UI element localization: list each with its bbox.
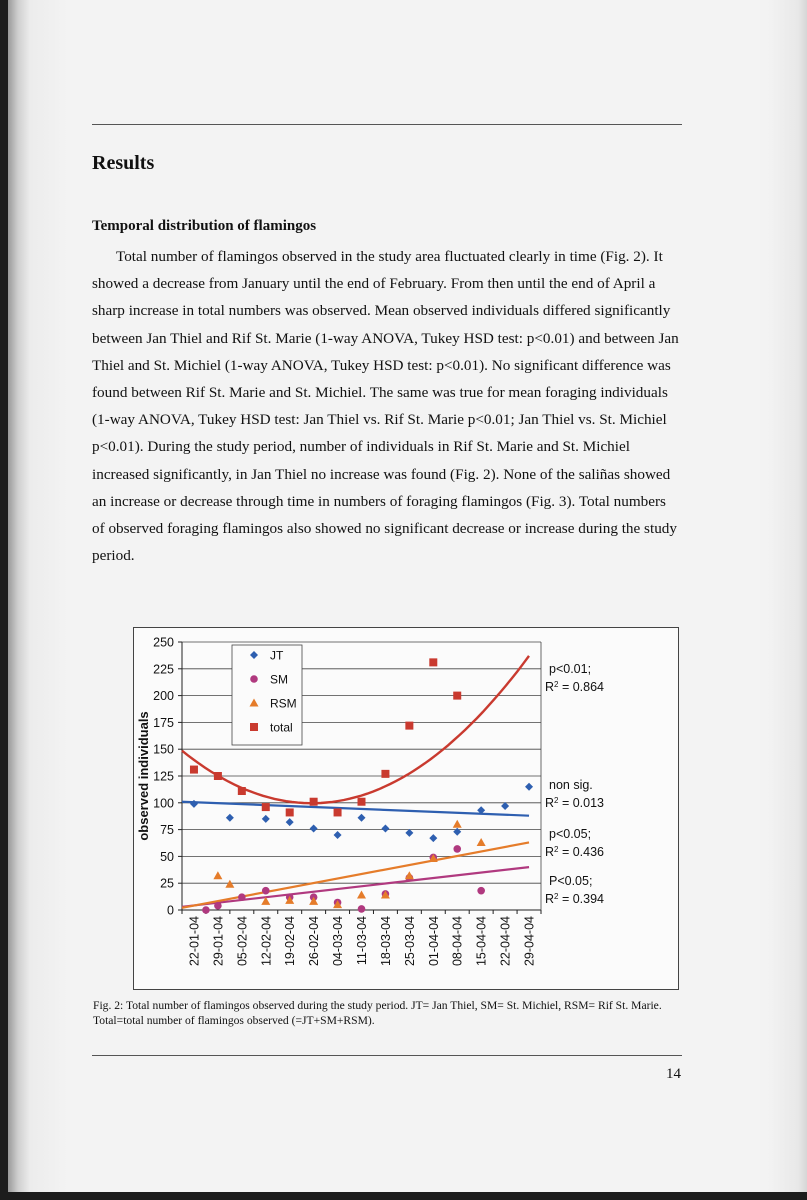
point-total (405, 722, 413, 730)
document-page (8, 0, 807, 1192)
stat-r2-total: $R^2 = 0.864$ (545, 679, 605, 694)
stat-sig-JT: non sig. (549, 778, 593, 792)
point-total (453, 692, 461, 700)
chart-svg (134, 628, 678, 989)
point-JT (226, 814, 234, 822)
point-SM (238, 893, 246, 901)
body-text (92, 243, 682, 569)
x-tick-label: 08-04-04 (450, 916, 465, 967)
stat-r2-SM: $R^2 = 0.394$ (545, 891, 605, 906)
legend-marker-SM (250, 675, 258, 683)
y-tick-label: 0 (167, 903, 174, 918)
x-tick-label: 12-02-04 (259, 916, 274, 967)
point-total (190, 766, 198, 774)
point-RSM (477, 838, 486, 846)
y-tick-label: 100 (153, 796, 174, 811)
legend-label-total: total (270, 720, 293, 735)
point-SM (214, 902, 222, 910)
x-tick-label: 15-04-04 (474, 916, 489, 967)
figure-2-chart (133, 627, 679, 990)
point-total (262, 803, 270, 811)
point-total (381, 770, 389, 778)
trendline-JT (182, 802, 529, 816)
x-tick-label: 01-04-04 (426, 916, 441, 967)
point-RSM (453, 820, 462, 828)
point-JT (262, 815, 270, 823)
stat-sig-RSM: p<0.05; (549, 827, 592, 841)
point-total (358, 798, 366, 806)
x-tick-label: 29-01-04 (211, 916, 226, 967)
legend-label-SM: SM (270, 672, 288, 687)
x-tick-label: 05-02-04 (235, 916, 250, 967)
point-JT (429, 834, 437, 842)
point-JT (501, 802, 509, 810)
stat-r2-RSM: $R^2 = 0.436$ (545, 844, 605, 859)
point-RSM (225, 880, 234, 888)
top-rule (92, 124, 682, 125)
point-JT (525, 783, 533, 791)
point-JT (334, 831, 342, 839)
subsection-title: Temporal distribution of flamingos (92, 218, 317, 234)
stat-sig-SM: P<0.05; (549, 874, 593, 888)
x-tick-label: 26-02-04 (307, 916, 322, 967)
point-JT (381, 825, 389, 833)
section-title: Results (92, 152, 155, 174)
bottom-rule (92, 1055, 682, 1056)
y-tick-label: 150 (153, 742, 174, 757)
point-total (429, 658, 437, 666)
x-tick-label: 22-04-04 (498, 916, 513, 967)
point-JT (358, 814, 366, 822)
x-tick-label: 18-03-04 (378, 916, 393, 967)
x-tick-label: 11-03-04 (355, 916, 369, 966)
body-paragraph: Total number of flamingos observed in the study area fluctuated clearly in time (Fig. 2). It showed a decrease from January until the end of February. From then until the end of April a sharp increase in total numbers was observed. Mean observed individuals differed significantly between Jan Thiel and Rif St. Marie (1-way ANOVA, Tukey HSD test: p<0.01) and between Jan Thiel and St. Michiel (1-way ANOVA, Tukey HSD test: p<0.01). No significant difference was found between Rif St. Marie and St. Michiel. The same was true for mean foraging individuals (1-way ANOVA, Tukey HSD test: Jan Thiel vs. Rif St. Marie p<0.01; Jan Thiel vs. St. Michiel p<0.01). During the study period, number of individuals in Rif St. Marie and St. Michiel increased significantly, in Jan Thiel no increase was found (Fig. 2). None of the saliñas showed an increase or decrease through time in numbers of foraging flamingos (Fig. 3). Total numbers of observed foraging flamingos also showed no significant decrease or increase during the study period. (92, 248, 679, 565)
y-tick-label: 200 (153, 689, 174, 704)
legend-label-RSM: RSM (270, 696, 297, 711)
y-tick-label: 50 (160, 849, 174, 864)
y-tick-label: 25 (160, 876, 174, 891)
y-tick-label: 250 (153, 635, 174, 650)
x-tick-label: 19-02-04 (283, 916, 298, 967)
x-tick-label: 29-04-04 (522, 916, 537, 967)
point-RSM (405, 871, 414, 879)
point-total (238, 787, 246, 795)
y-tick-label: 125 (153, 769, 174, 784)
point-SM (358, 905, 366, 913)
y-axis-label: observed individuals (136, 711, 151, 841)
point-SM (262, 887, 270, 895)
point-JT (453, 828, 461, 836)
y-tick-label: 225 (153, 662, 174, 677)
legend-marker-total (250, 723, 258, 731)
x-tick-label: 22-01-04 (187, 916, 202, 967)
point-JT (405, 829, 413, 837)
point-SM (453, 845, 461, 853)
point-total (286, 808, 294, 816)
point-JT (310, 825, 318, 833)
x-tick-label: 25-03-04 (402, 916, 417, 967)
point-SM (477, 887, 485, 895)
legend-label-JT: JT (270, 648, 284, 663)
trendline-RSM (182, 842, 529, 907)
point-RSM (213, 871, 222, 879)
point-JT (286, 818, 294, 826)
point-total (334, 808, 342, 816)
y-tick-label: 175 (153, 715, 174, 730)
stat-sig-total: p<0.01; (549, 662, 592, 676)
point-SM (202, 906, 210, 914)
page-number: 14 (666, 1066, 681, 1082)
point-total (310, 798, 318, 806)
point-total (214, 772, 222, 780)
y-tick-label: 75 (160, 823, 174, 838)
stat-r2-JT: $R^2 = 0.013$ (545, 795, 605, 810)
x-tick-label: 04-03-04 (331, 916, 346, 967)
figure-caption: Fig. 2: Total number of flamingos observed during the study period. JT= Jan Thiel, SM= St. Michiel, RSM= Rif St. Marie. Total=total number of flamingos observed (=JT+SM+RSM). (93, 999, 662, 1027)
point-RSM (357, 890, 366, 898)
trendline-SM (182, 867, 529, 907)
